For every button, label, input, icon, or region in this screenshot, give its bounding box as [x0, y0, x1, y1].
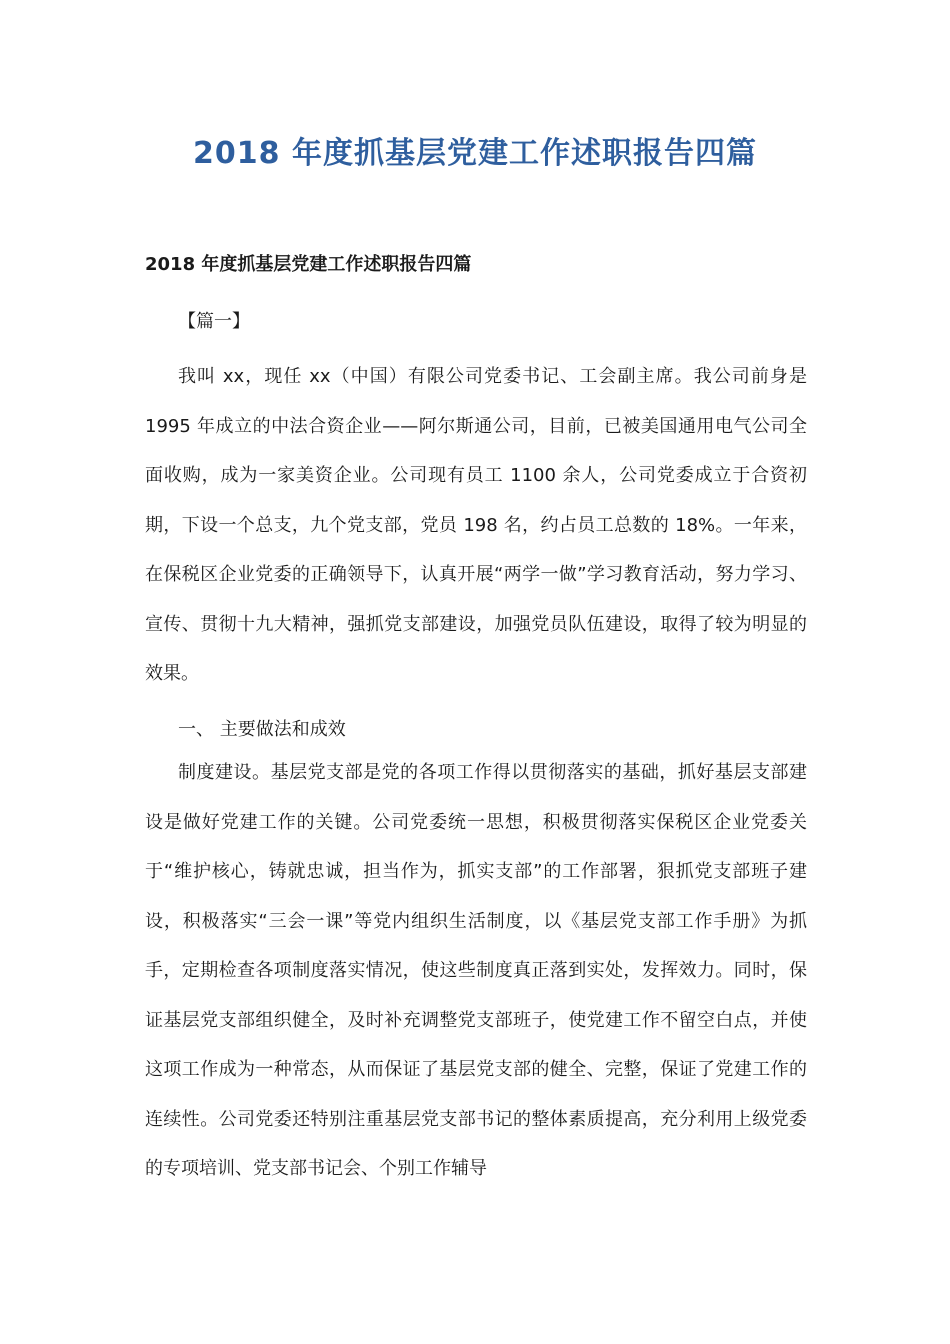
paragraph-intro: 我叫 xx，现任 xx（中国）有限公司党委书记、工会副主席。我公司前身是 1995 年成立的中法合资企业——阿尔斯通公司，目前，已被美国通用电气公司全面收购，成为一家美资企业。公司现有员工 1100 余人，公司党委成立于合资初期，下设一个总支，九个党支部，党员 198 名，约占员工总数的 18%。一年来，在保税区企业党委的正确领导下，认真开展“两学一做”学习教育活动，努力学习、宣传、贯彻十九大精神，强抓党支部建设，加强党员队伍建设，取得了较为明显的效果。: [145, 366, 807, 684]
document-subtitle: 2018 年度抓基层党建工作述职报告四篇: [145, 254, 472, 275]
section-heading: 一、 主要做法和成效: [178, 719, 346, 740]
paragraph-system-building: 制度建设。基层党支部是党的各项工作得以贯彻落实的基础，抓好基层支部建设是做好党建工作的关键。公司党委统一思想，积极贯彻落实保税区企业党委关于“维护核心，铸就忠诚，担当作为，抓实支部”的工作部署，狠抓党支部班子建设，积极落实“三会一课”等党内组织生活制度，以《基层党支部工作手册》为抓手，定期检查各项制度落实情况，使这些制度真正落到实处，发挥效力。同时，保证基层党支部组织健全，及时补充调整党支部班子，使党建工作不留空白点，并使这项工作成为一种常态，从而保证了基层党支部的健全、完整，保证了党建工作的连续性。公司党委还特别注重基层党支部书记的整体素质提高，充分利用上级党委的专项培训、党支部书记会、个别工作辅导: [145, 762, 807, 1179]
document-title: 2018 年度抓基层党建工作述职报告四篇: [193, 136, 757, 171]
section-label: 【篇一】: [178, 311, 250, 332]
